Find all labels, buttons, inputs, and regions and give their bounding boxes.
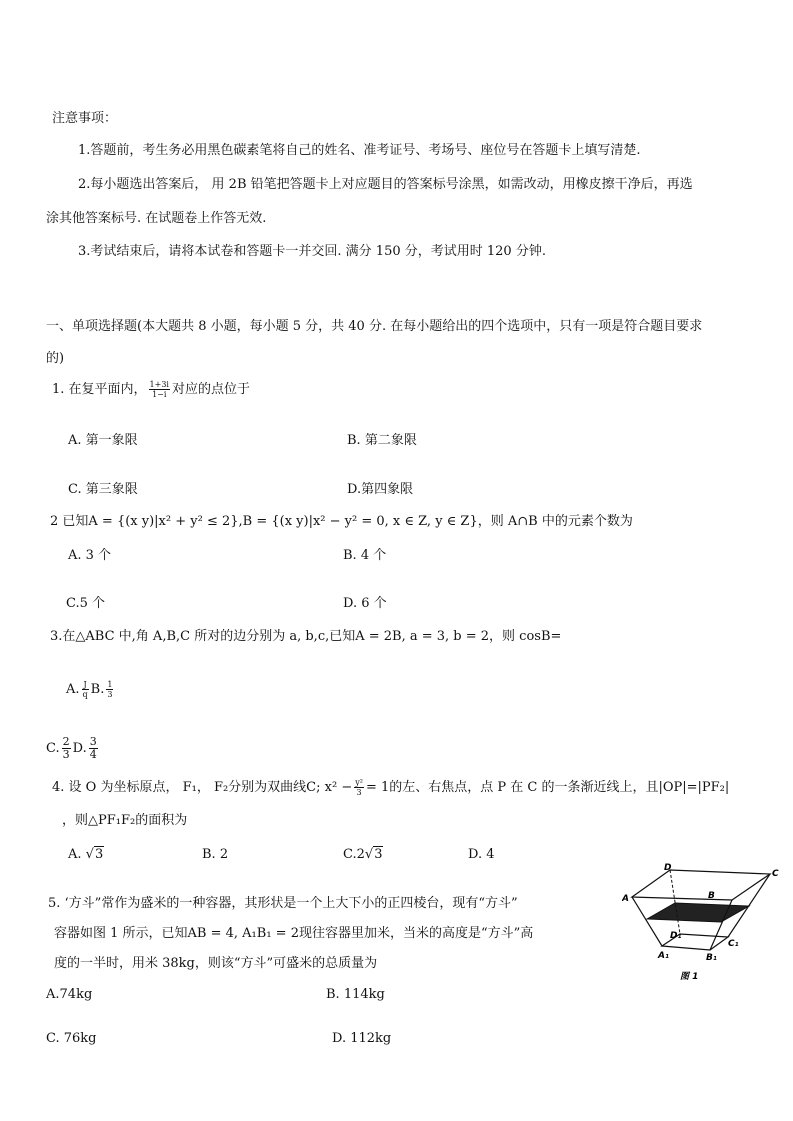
section-title-line-2: 的): [46, 351, 65, 366]
question-1-suffix: 对应的点位于: [172, 382, 251, 397]
question-3-stem: 3.在△ABC 中,角 A,B,C 所对的边分别为 a, b,c,已知A = 2B, a = 3, b = 2，则 cosB=: [50, 629, 562, 644]
option-c-fraction: [62, 736, 71, 761]
question-5-line-3: 度的一半时，用米 38kg，则该“方斗”可盛米的总质量为: [54, 956, 378, 971]
notice-item-2-line-1: 2.每小题选出答案后， 用 2B 铅笔把答题卡上对应题目的答案标号涂黑，如需改动，用橡皮擦干净后，再选: [78, 177, 693, 192]
question-4-option-c: [343, 846, 383, 864]
question-4-option-b: B. 2: [202, 847, 229, 862]
fraction-numerator: 2: [62, 735, 70, 748]
label-b: B: [708, 891, 715, 901]
option-c-label: C.: [46, 741, 60, 756]
label-c1: C₁: [728, 939, 739, 949]
option-b-label: B.: [90, 682, 105, 697]
notice-item-3: 3.考试结束后，请将本试卷和答题卡一并交回. 满分 150 分，考试用时 120 分钟.: [78, 244, 546, 259]
section-title-line-1: 一、单项选择题(本大题共 8 小题，每小题 5 分，共 40 分. 在每小题给出的四个选项中，只有一项是符合题目要求: [46, 319, 703, 334]
option-a-label: A.: [68, 847, 86, 862]
fraction-denominator: 3: [356, 788, 362, 797]
label-b1: B₁: [706, 953, 717, 963]
question-2-option-c: C.5 个: [66, 596, 106, 611]
question-5-option-a: A.74kg: [46, 987, 93, 1002]
question-2-option-d: D. 6 个: [343, 596, 387, 611]
question-3-options-ab: [66, 680, 115, 699]
question-5-line-1: 5. ‘方斗”常作为盛米的一种容器，其形状是一个上大下小的正四棱台，现有“方斗”: [48, 896, 518, 911]
question-2-option-b: B. 4 个: [343, 548, 387, 563]
fraction-denominator: 3: [62, 748, 70, 761]
sqrt-symbol: √3: [364, 847, 383, 862]
option-d-label: D.: [72, 741, 87, 756]
question-5-option-c: C. 76kg: [46, 1031, 97, 1046]
question-1-option-c: C. 第三象限: [68, 482, 138, 497]
option-b-fraction: [106, 680, 113, 699]
fraction-denominator: q: [82, 690, 88, 699]
radicand: 3: [94, 847, 104, 862]
top-face: [632, 870, 770, 900]
question-4-option-d: D. 4: [468, 847, 495, 862]
frustum-figure: [622, 862, 782, 987]
question-1-fraction: [149, 380, 170, 399]
question-1-option-a: A. 第一象限: [68, 433, 138, 448]
label-c: C: [772, 869, 779, 879]
question-3-options-cd: [46, 736, 100, 761]
option-c-label: C.2: [343, 847, 365, 862]
fraction-denominator: 3: [107, 690, 113, 699]
fraction-denominator: 1−i: [152, 390, 167, 399]
notice-item-1: 1.答题前，考生务必用黑色碳素笔将自己的姓名、准考证号、考场号、座位号在答题卡上填写清楚.: [78, 143, 641, 158]
question-4-option-a: [68, 846, 104, 864]
question-5-option-d: D. 112kg: [332, 1031, 392, 1046]
fraction-numerator: y²: [355, 778, 363, 787]
question-4-stem-line-2: ，则△PF₁F₂的面积为: [62, 813, 188, 828]
label-d1: D₁: [670, 931, 682, 941]
sqrt-symbol: √3: [85, 847, 104, 862]
label-d: D: [664, 863, 672, 873]
fraction-numerator: J: [83, 680, 87, 689]
label-a: A: [622, 894, 629, 904]
edge-d-d1: [670, 870, 680, 934]
fraction-denominator: 4: [89, 748, 97, 761]
question-2-sets: 2 已知A = {(x y)|x² + y² ≤ 2},B = {(x y)|x² − y² = 0, x ∈ Z, y ∈ Z}: [50, 514, 478, 529]
fraction-numerator: 1: [107, 680, 113, 689]
label-a1: A₁: [658, 951, 669, 961]
question-4-stem-b: = 1的左、右焦点，点 P 在 C 的一条渐近线上，且|OP|=|PF₂|: [365, 780, 730, 795]
fraction-numerator: 1+3i: [149, 380, 169, 389]
option-a-fraction: [82, 680, 89, 699]
radicand: 3: [374, 847, 383, 862]
option-d-fraction: [89, 736, 98, 761]
question-4-stem: [52, 778, 729, 797]
question-1-prefix: 1. 在复平面内，: [52, 382, 147, 397]
question-2-stem: [50, 513, 633, 531]
notice-title: 注意事项：: [52, 111, 118, 126]
question-2-option-a: A. 3 个: [68, 548, 112, 563]
question-2-ask: ，则 A∩B 中的元素个数为: [477, 514, 633, 529]
option-a-label: A.: [66, 682, 80, 697]
question-1-stem: [52, 380, 250, 399]
fraction-numerator: 3: [89, 735, 97, 748]
notice-item-2-line-2: 涂其他答案标号. 在试题卷上作答无效.: [46, 211, 267, 226]
question-4-stem-a: 4. 设 O 为坐标原点， F₁， F₂分别为双曲线C; x² −: [52, 780, 353, 795]
rice-layer: [647, 903, 749, 922]
question-1-option-b: B. 第二象限: [347, 433, 417, 448]
question-4-fraction: [354, 778, 364, 797]
question-5-option-b: B. 114kg: [326, 987, 385, 1002]
figure-caption: 图 1: [680, 972, 699, 982]
edge-a-a1: [632, 897, 662, 946]
question-1-option-d: D.第四象限: [347, 482, 414, 497]
question-5-line-2: 容器如图 1 所示，已知AB = 4, A₁B₁ = 2现往容器里加米，当米的高度是“方斗”高: [54, 926, 534, 941]
